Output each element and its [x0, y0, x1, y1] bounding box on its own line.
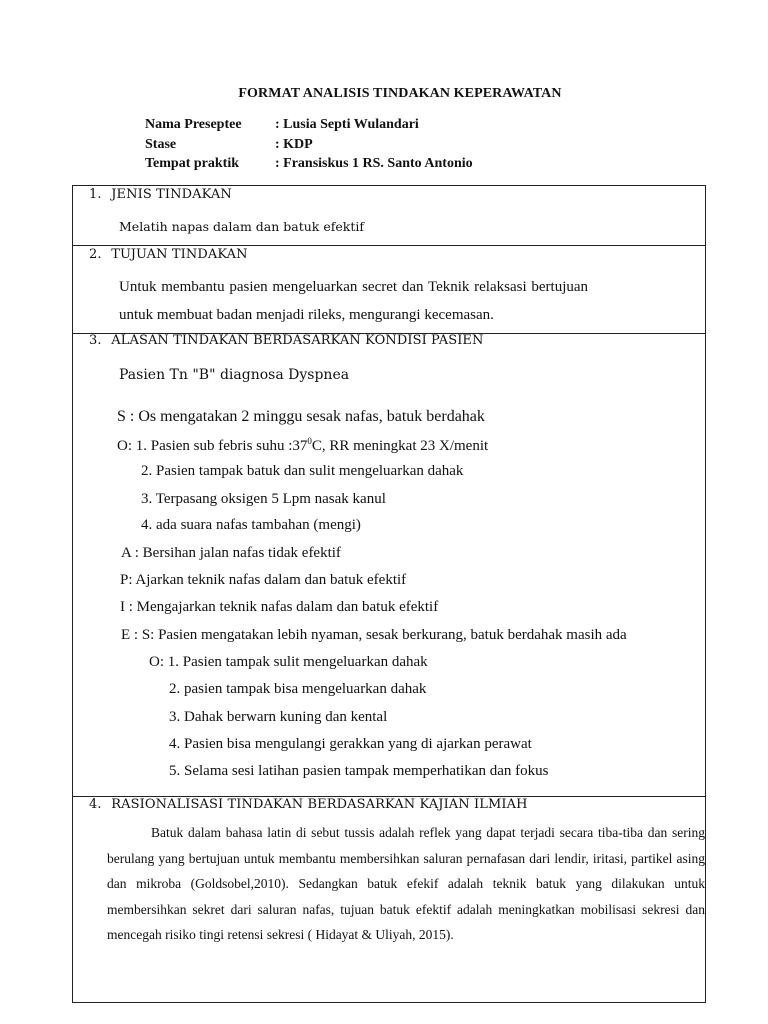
document-title: FORMAT ANALISIS TINDAKAN KEPERAWATAN: [238, 86, 562, 101]
degree-superscript: 0: [307, 436, 312, 446]
rationale-paragraph: [107, 820, 705, 948]
objective-item: 4. ada suara nafas tambahan (mengi): [141, 517, 361, 533]
section-number: 1.: [89, 187, 102, 202]
objective-item: 3. Terpasang oksigen 5 Lpm nasak kanul: [141, 491, 386, 507]
meta-label: Tempat praktik: [145, 156, 240, 171]
meta-label: Nama Preseptee: [145, 117, 242, 132]
row-divider: [73, 245, 705, 246]
meta-value: : Fransiskus 1 RS. Santo Antonio: [275, 156, 473, 171]
evaluation-objective-line: O: 1. Pasien tampak sulit mengeluarkan dahak: [149, 654, 428, 670]
section-title: TUJUAN TINDAKAN: [111, 247, 248, 262]
evaluation-objective-item: 4. Pasien bisa mengulangi gerakkan yang di ajarkan perawat: [169, 736, 532, 752]
section-2-line-2: untuk membuat badan menjadi rileks, mengurangi kecemasan.: [119, 307, 494, 323]
objective-item: 2. Pasien tampak batuk dan sulit mengeluarkan dahak: [141, 463, 464, 479]
section-title: ALASAN TINDAKAN BERDASARKAN KONDISI PASIEN: [111, 333, 484, 348]
evaluation-objective-item: 3. Dahak berwarn kuning dan kental: [169, 709, 388, 725]
meta-label: Stase: [145, 136, 177, 152]
section-4-heading: [89, 797, 528, 812]
section-2-heading: [89, 247, 248, 262]
rationale-text: Batuk dalam bahasa latin di sebut tussis adalah reflek yang dapat terjadi secara tiba-tiba dan sering berulang yang bertujuan untuk membantu membersihkan saluran pernafasan dari lendir, iritasi, partikel asing dan mikroba (Goldsobel,2010). Sedangkan batuk efekif adalah teknik batuk yang dilakukan untuk membersihkan sekret dari saluran nafas, tujuan batuk efektif adalah meningkatkan mobilisasi sekresi dan mencegah risiko tingi retensi sekresi ( Hidayat & Uliyah, 2015).: [107, 825, 705, 942]
meta-row-stase: [145, 137, 473, 157]
meta-row-tempat: [145, 156, 473, 176]
meta-value: : Lusia Septi Wulandari: [275, 117, 419, 132]
analysis-table: [72, 185, 706, 1003]
plan-line: P: Ajarkan teknik nafas dalam dan batuk efektif: [120, 572, 407, 588]
meta-row-name: [145, 117, 473, 137]
section-1-heading: [89, 187, 232, 202]
objective-line: [117, 436, 488, 455]
diagnosis-line: Pasien Tn "B" diagnosa Dyspnea: [119, 367, 350, 383]
evaluation-objective-item: 5. Selama sesi latihan pasien tampak memperhatikan dan fokus: [169, 763, 549, 779]
section-1-content: Melatih napas dalam dan batuk efektif: [119, 219, 364, 234]
section-title: JENIS TINDAKAN: [111, 187, 232, 202]
section-number: 3.: [89, 333, 102, 348]
evaluation-line: E : S: Pasien mengatakan lebih nyaman, sesak berkurang, batuk berdahak masih ada: [121, 627, 627, 643]
assessment-line: A : Bersihan jalan nafas tidak efektif: [121, 545, 341, 561]
section-3-heading: [89, 333, 484, 348]
objective-line-post: C, RR meningkat 23 X/menit: [311, 438, 489, 454]
meta-value: : KDP: [275, 136, 313, 152]
subjective-line: S : Os mengatakan 2 minggu sesak nafas, batuk berdahak: [117, 408, 485, 425]
section-2-line-1: Untuk membantu pasien mengeluarkan secret dan Teknik relaksasi bertujuan: [119, 279, 589, 295]
section-number: 4.: [89, 797, 102, 812]
evaluation-objective-item: 2. pasien tampak bisa mengeluarkan dahak: [169, 681, 427, 697]
section-title: RASIONALISASI TINDAKAN BERDASARKAN KAJIAN ILMIAH: [111, 797, 528, 812]
meta-block: [145, 117, 473, 176]
implementation-line: I : Mengajarkan teknik nafas dalam dan batuk efektif: [120, 599, 439, 615]
objective-line-pre: O: 1. Pasien sub febris suhu :37: [117, 438, 308, 454]
section-number: 2.: [89, 247, 102, 262]
